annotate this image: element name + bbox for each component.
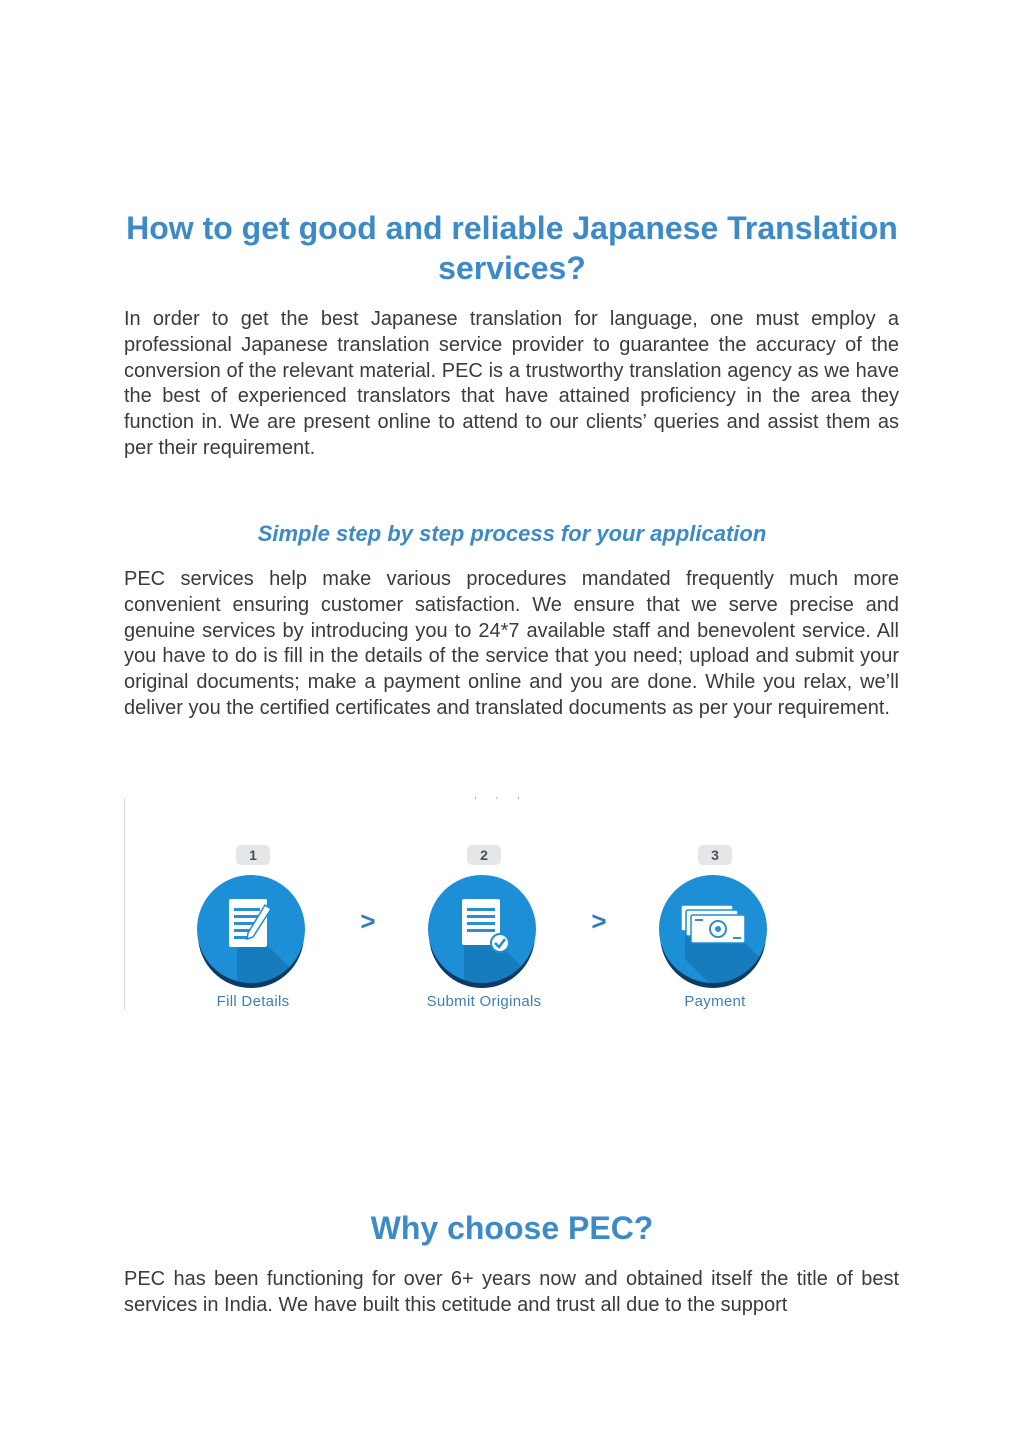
clipped-caption-fragment: , , , (474, 790, 528, 801)
heading-step-process: Simple step by step process for your application (257, 521, 767, 546)
heading-japanese-translation: How to get good and reliable Japanese Translation services? (126, 210, 898, 286)
step-fill-details (163, 845, 343, 1010)
why-choose-paragraph: PEC has been functioning for over 6+ years now and obtained itself the title of best services in India. We have built this cetitude and trust all due to the support (124, 1268, 899, 1316)
form-edit-icon (197, 875, 305, 983)
step-label: Submit Originals (426, 993, 542, 1010)
step-label: Fill Details (216, 993, 290, 1010)
step-submit-originals (394, 845, 574, 1010)
heading-why-choose: Why choose PEC? (370, 1210, 654, 1246)
step-number-badge: 1 (236, 845, 270, 865)
chevron-right-icon: > (360, 906, 376, 936)
money-notes-icon (659, 875, 767, 983)
step-number-badge: 2 (467, 845, 501, 865)
chevron-right-icon: > (591, 906, 607, 936)
intro-paragraph: In order to get the best Japanese translation for language, one must employ a professional Japanese translation service provider to guarantee the accuracy of the conversion of the relevant material. PEC is a trustworthy translation agency as we have the best of experienced translators that have attained proficiency in the area they function in. We are present online to attend to our clients’ queries and assist them as per their requirement. (124, 308, 899, 459)
step-number-badge: 3 (698, 845, 732, 865)
step-label: Payment (684, 993, 746, 1010)
step-payment (625, 845, 805, 1010)
process-paragraph: PEC services help make various procedures mandated frequently much more convenient ensuring customer satisfaction. We ensure that we serve precise and genuine services by introducing you to 24*7 available staff and benevolent service. All you have to do is fill in the details of the service that you need; upload and submit your original documents; make a payment online and you are done. While you relax, we’ll deliver you the certified certificates and translated documents as per your requirement. (124, 568, 899, 719)
document-check-icon (428, 875, 536, 983)
